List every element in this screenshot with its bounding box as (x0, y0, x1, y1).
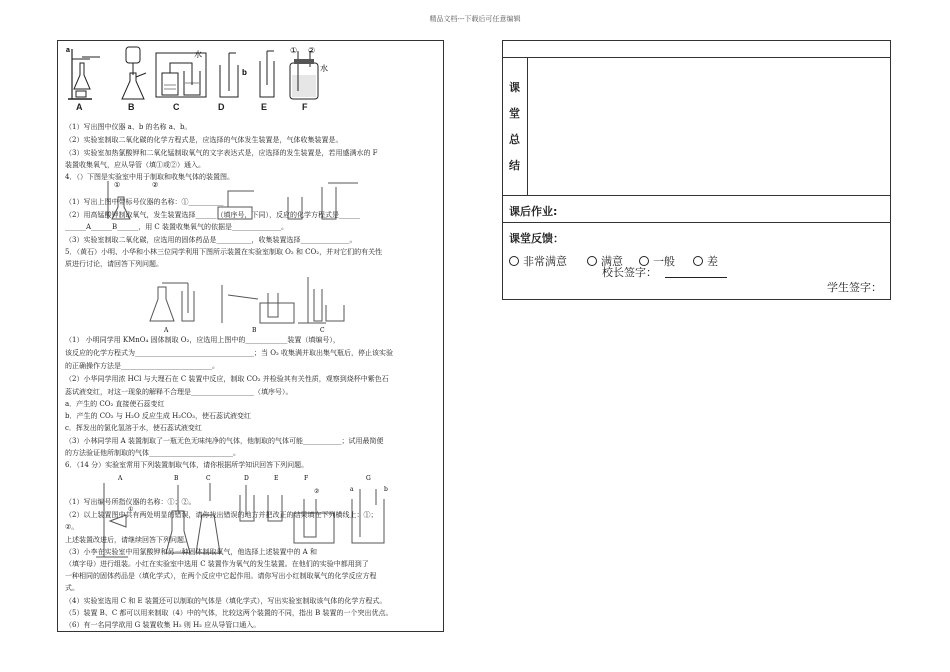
question-3-2: （2）实验室制取二氧化碳的化学方程式是，应选择的气体发生装置是，气体收集装置是。 (65, 136, 343, 144)
question-4-2: （2）用高锰酸钾制取氧气，发生装置选择______（填序号，下同），反应的化学方程式是______ (65, 211, 360, 219)
fig6-mark-1: ① (128, 506, 134, 513)
question-5-1: （1） 小明同学用 KMnO₄ 固体制取 O₂，应选用上图中的____________装置（填编号）， (65, 336, 340, 344)
question-6-3: （3）小李在实验室中用氯酸钾和另一种固体制取氧气，他选择上述装置中的 A 和 (65, 548, 317, 556)
mark-water-f: 水 (320, 64, 328, 73)
apparatus-e-drawing (254, 45, 280, 103)
fig6-label-e: E (274, 475, 279, 482)
header-note: 精品文档---下载后可任意编辑 (429, 15, 521, 23)
label-e: E (261, 102, 268, 112)
fig4-mark-1: ① (114, 181, 121, 189)
class-summary-section (502, 57, 891, 196)
question-6-2b: ②。 (65, 523, 79, 531)
feedback-option-label: 非常满意 (523, 255, 567, 268)
question-6-2: （2）以上装置图中共有两处明显的错误，请你找出错误的地方并把改正的结果填在下列横线上：①； (65, 511, 378, 519)
question-5-3: （3）小林同学用 A 装置制取了一瓶无色无味纯净的气体，他制取的气体可能___________；试用最简便 (65, 437, 384, 445)
question-6-5: （5）装置 B、C 都可以用来制取（4）中的气体，比较这两个装置的不同，指出 B 装置的一个突出优点。 (65, 609, 393, 617)
question-6-1: （1）写出编号所指仪器的名称：①；②。 (65, 498, 196, 506)
summary-char-1: 课 (509, 81, 520, 94)
fig6-label-d: D (244, 475, 249, 482)
question-6-4: （4）实验室选用 C 和 E 装置还可以制取的气体是（填化学式），写出实验室制取该气体的化学方程式。 (65, 597, 387, 605)
label-d: D (218, 102, 225, 112)
mark-2-f: ② (308, 46, 316, 55)
fig6-mark-b: b (384, 486, 388, 493)
question-5: 5．（黄石）小明、小华和小林三位同学利用下图所示装置在实验室制取 O₂ 和 CO₂，并对它们的有关性 (65, 248, 383, 256)
question-5-2: （2）小华同学用浓 HCl 与大理石在 C 装置中反应，制取 CO₂ 并检验其有关性质，观察到烧杯中紫色石 (65, 375, 389, 383)
summary-char-4: 结 (509, 159, 520, 172)
radio-circle-icon (509, 256, 519, 266)
summary-divider (527, 57, 528, 196)
fig5-label-b: B (252, 327, 257, 333)
fig6-label-b: B (174, 475, 179, 482)
exercise-panel (57, 40, 444, 632)
feedback-option-label: 一般 (653, 255, 675, 268)
homework-section (502, 195, 891, 223)
mark-b: b (242, 68, 247, 77)
question-4-1: （1）写出上图中带标号仪器的名称：①__________ (65, 198, 224, 206)
homework-label: 课后作业: (509, 205, 558, 218)
question-3-1: （1）写出图中仪器 a、b 的名称 a、b。 (65, 123, 192, 131)
question-6-3d: 式。 (65, 584, 79, 592)
fig6-label-c: C (206, 475, 211, 482)
question-5-2b: 蕊试液变红，对这一现象的解释不合理是__________________（填序号）。 (65, 388, 293, 396)
label-a: A (76, 102, 83, 112)
question-5-1c: 的正确操作方法是__________________________。 (65, 362, 219, 370)
fig6-label-f: F (304, 475, 309, 482)
feedback-option-label: 差 (707, 255, 718, 268)
principal-signature-label: 校长签字： (602, 266, 657, 279)
summary-char-3: 总 (509, 133, 520, 146)
fig6-label-a: A (118, 475, 123, 482)
feedback-option-label: 满意 (601, 255, 623, 268)
record-header-row (502, 40, 891, 58)
apparatus-figure (66, 45, 366, 115)
figure-5-apparatus (148, 273, 348, 333)
student-signature-label: 学生签字： (827, 281, 882, 294)
feedback-label: 课堂反馈： (509, 232, 564, 245)
option-b: b．产生的 CO₂ 与 H₂O 反应生成 H₂CO₃，使石蕊试液变红 (65, 412, 251, 420)
mark-water-c: 水 (194, 50, 202, 59)
question-4: 4．（）下图是实验室中用于制取和收集气体的装置图。 (65, 173, 234, 181)
feedback-section (502, 222, 891, 300)
fig5-label-c: C (320, 327, 325, 333)
apparatus-a-drawing (66, 45, 106, 103)
question-6-6: （6）有一名同学欲用 G 装置收集 H₂ 则 H₂ 应从导管口通入。 (65, 621, 261, 629)
question-6-3b: （填字母）进行组装。小红在实验室中选用 C 装置作为氧气的发生装置。在他们的实验中都用到了 (65, 560, 369, 568)
feedback-option-very-satisfied[interactable] (509, 253, 567, 269)
mark-1-f: ① (290, 46, 298, 55)
summary-char-2: 堂 (509, 107, 520, 120)
radio-circle-icon (587, 256, 597, 266)
question-5-1b: 该反应的化学方程式为__________________________________；当 O₂ 收集满并取出集气瓶后，停止该实验 (65, 349, 393, 357)
fig4-mark-2: ② (152, 181, 159, 189)
principal-signature-line[interactable] (665, 267, 727, 278)
label-c: C (173, 102, 180, 112)
question-4-3: （3）实验室制取二氧化碳，应选用的固体药品是__________，收集装置选择______________。 (65, 236, 357, 244)
question-6-3c: 一种相同的固体药品是（填化学式），在两个反应中它起作用。请你写出小红制取氧气的化学反应方程 (65, 572, 377, 580)
question-3-3b: 装置收集氧气，应从导管（填①或②）通入。 (65, 161, 205, 169)
apparatus-c-drawing (154, 45, 209, 103)
option-a: a．产生的 CO₂ 直接使石蕊变红 (65, 400, 165, 408)
fig6-label-g: G (366, 475, 371, 482)
question-6: 6．（14 分）实验室常用下列装置制取气体，请你根据所学知识回答下列问题。 (65, 461, 309, 469)
question-5-3b: 的方法验证他所制取的气体________________________。 (65, 449, 240, 457)
fig6-mark-2: ② (314, 488, 320, 495)
fig5-label-a: A (164, 327, 169, 333)
question-4-2b: ______A______B______，用 C 装置收集氧气的依据是______________。 (65, 223, 289, 231)
label-f: F (302, 102, 308, 112)
fig6-mark-a: a (350, 486, 354, 493)
option-c: c．挥发出的氯化氢溶于水，使石蕊试液变红 (65, 424, 202, 432)
question-6-2c: 上述装置改进后，请继续回答下列问题。 (65, 536, 191, 544)
apparatus-b-drawing (118, 45, 148, 103)
mark-a: a (66, 47, 70, 54)
question-3-3: （3）实验室加热氯酸钾和二氧化锰制取氧气的文字表达式是，应选择的发生装置是，若用盛满水的 F (65, 149, 378, 157)
label-b: B (128, 102, 135, 112)
apparatus-d-drawing (214, 45, 252, 103)
apparatus-f-drawing (280, 45, 332, 103)
question-5b: 质进行讨论，请回答下列问题。 (65, 260, 163, 268)
principal-signature (602, 264, 727, 280)
